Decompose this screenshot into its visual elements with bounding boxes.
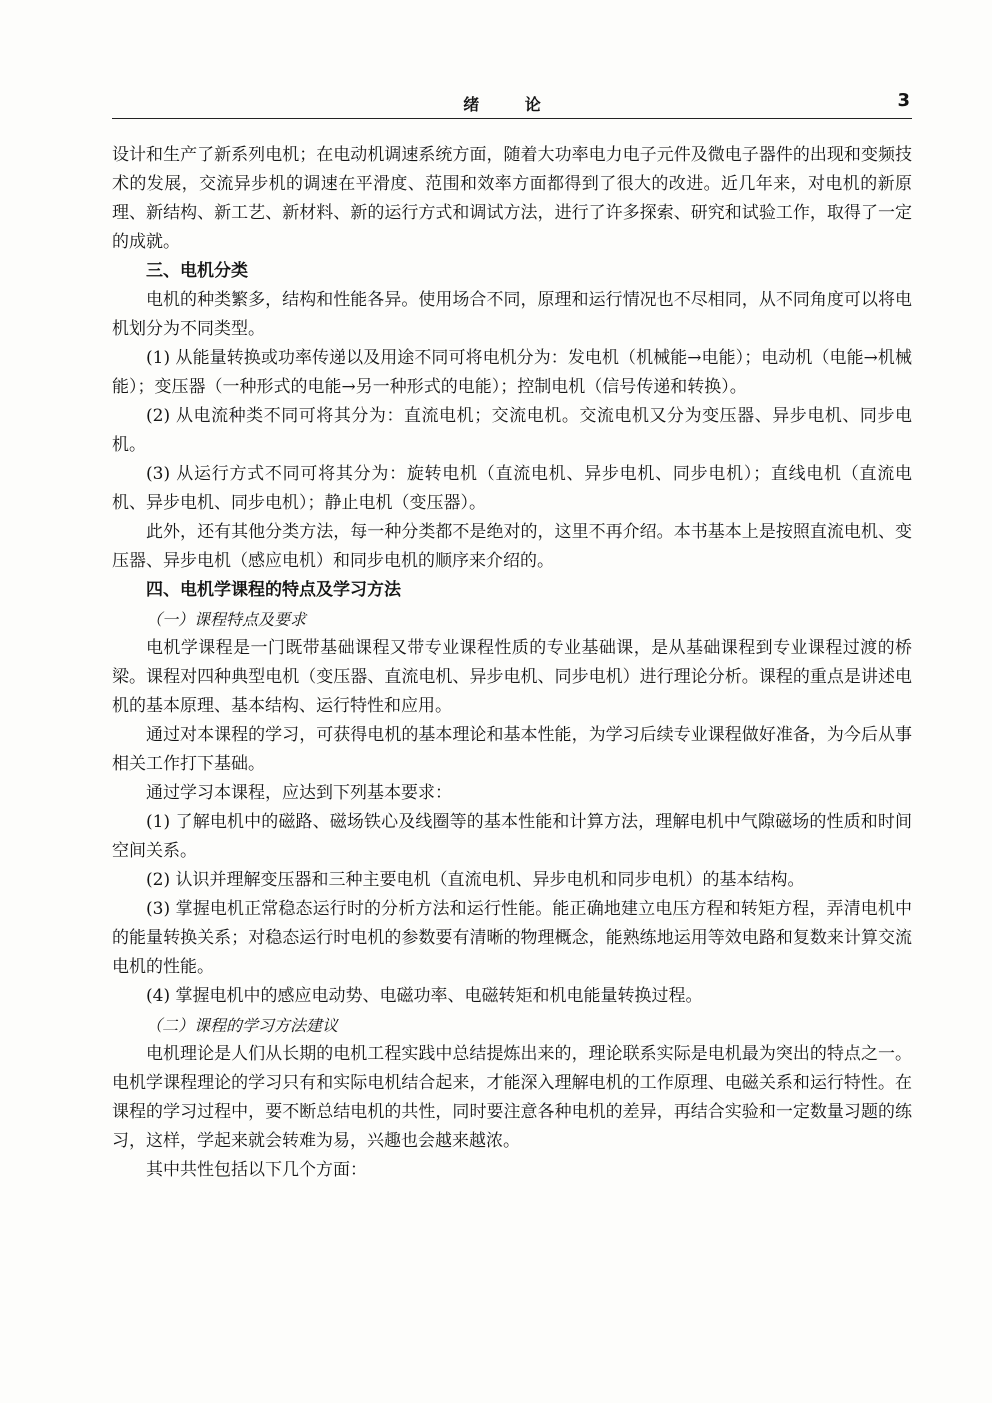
- paragraph-intro: 设计和生产了新系列电机；在电动机调速系统方面，随着大功率电力电子元件及微电子器件的出现和变频技术的发展，交流异步机的调速在平滑度、范围和效率方面都得到了很大的改进。近几年来，对电机的新原理、新结构、新工艺、新材料、新的运行方式和调试方法，进行了许多探索、研究和试验工作，取得了一定的成就。: [112, 145, 912, 252]
- page-body: [112, 141, 912, 1185]
- running-title: 绪 论: [463, 95, 561, 114]
- paragraph-commonalities: 其中共性包括以下几个方面：: [146, 1160, 367, 1180]
- paragraph-classification: 电机的种类繁多，结构和性能各异。使用场合不同，原理和运行情况也不尽相同，从不同角度可以将电机划分为不同类型。: [112, 290, 912, 339]
- list-item: (1) 了解电机中的磁路、磁场铁心及线圈等的基本性能和计算方法，理解电机中气隙磁场的性质和时间空间关系。: [112, 812, 912, 861]
- paragraph-other-methods: 此外，还有其他分类方法，每一种分类都不是绝对的，这里不再介绍。本书基本上是按照直流电机、变压器、异步电机（感应电机）和同步电机的顺序来介绍的。: [112, 522, 912, 571]
- page-number: 3: [897, 90, 910, 111]
- list-item: (3) 从运行方式不同可将其分为：旋转电机（直流电机、异步电机、同步电机）；直线电机（直流电机、异步电机、同步电机）；静止电机（变压器）。: [112, 464, 912, 513]
- paragraph-through-course: 通过对本课程的学习，可获得电机的基本理论和基本性能，为学习后续专业课程做好准备，为今后从事相关工作打下基础。: [112, 725, 912, 774]
- paragraph-study-method: 电机理论是人们从长期的电机工程实践中总结提炼出来的，理论联系实际是电机最为突出的特点之一。电机学课程理论的学习只有和实际电机结合起来，才能深入理解电机的工作原理、电磁关系和运行特性。在课程的学习过程中，要不断总结电机的共性，同时要注意各种电机的差异，再结合实验和一定数量习题的练习，这样，学起来就会转难为易，兴趣也会越来越浓。: [112, 1044, 912, 1151]
- running-header: [112, 86, 912, 119]
- list-item: (1) 从能量转换或功率传递以及用途不同可将电机分为：发电机（机械能→电能）；电动机（电能→机械能）；变压器（一种形式的电能→另一种形式的电能）；控制电机（信号传递和转换）。: [112, 348, 912, 397]
- list-item: (2) 从电流种类不同可将其分为：直流电机；交流电机。交流电机又分为变压器、异步电机、同步电机。: [112, 406, 912, 455]
- classification-list: [112, 344, 912, 518]
- list-item: (4) 掌握电机中的感应电动势、电磁功率、电磁转矩和机电能量转换过程。: [146, 986, 703, 1006]
- subheading-study-methods: （二）课程的学习方法建议: [146, 1016, 339, 1035]
- requirements-list: [112, 808, 912, 1011]
- subheading-course-features: （一）课程特点及要求: [146, 610, 307, 629]
- section-heading-course: 四、电机学课程的特点及学习方法: [146, 580, 401, 600]
- paragraph-course: 电机学课程是一门既带基础课程又带专业课程性质的专业基础课，是从基础课程到专业课程过渡的桥梁。课程对四种典型电机（变压器、直流电机、异步电机、同步电机）进行理论分析。课程的重点是讲述电机的基本原理、基本结构、运行特性和应用。: [112, 638, 912, 716]
- section-heading-classification: 三、电机分类: [146, 261, 248, 281]
- list-item: (2) 认识并理解变压器和三种主要电机（直流电机、异步电机和同步电机）的基本结构。: [146, 870, 805, 890]
- paragraph-requirements-intro: 通过学习本课程，应达到下列基本要求：: [146, 783, 452, 803]
- list-item: (3) 掌握电机正常稳态运行时的分析方法和运行性能。能正确地建立电压方程和转矩方程，弄清电机中的能量转换关系；对稳态运行时电机的参数要有清晰的物理概念，能熟练地运用等效电路和复数来计算交流电机的性能。: [112, 899, 912, 977]
